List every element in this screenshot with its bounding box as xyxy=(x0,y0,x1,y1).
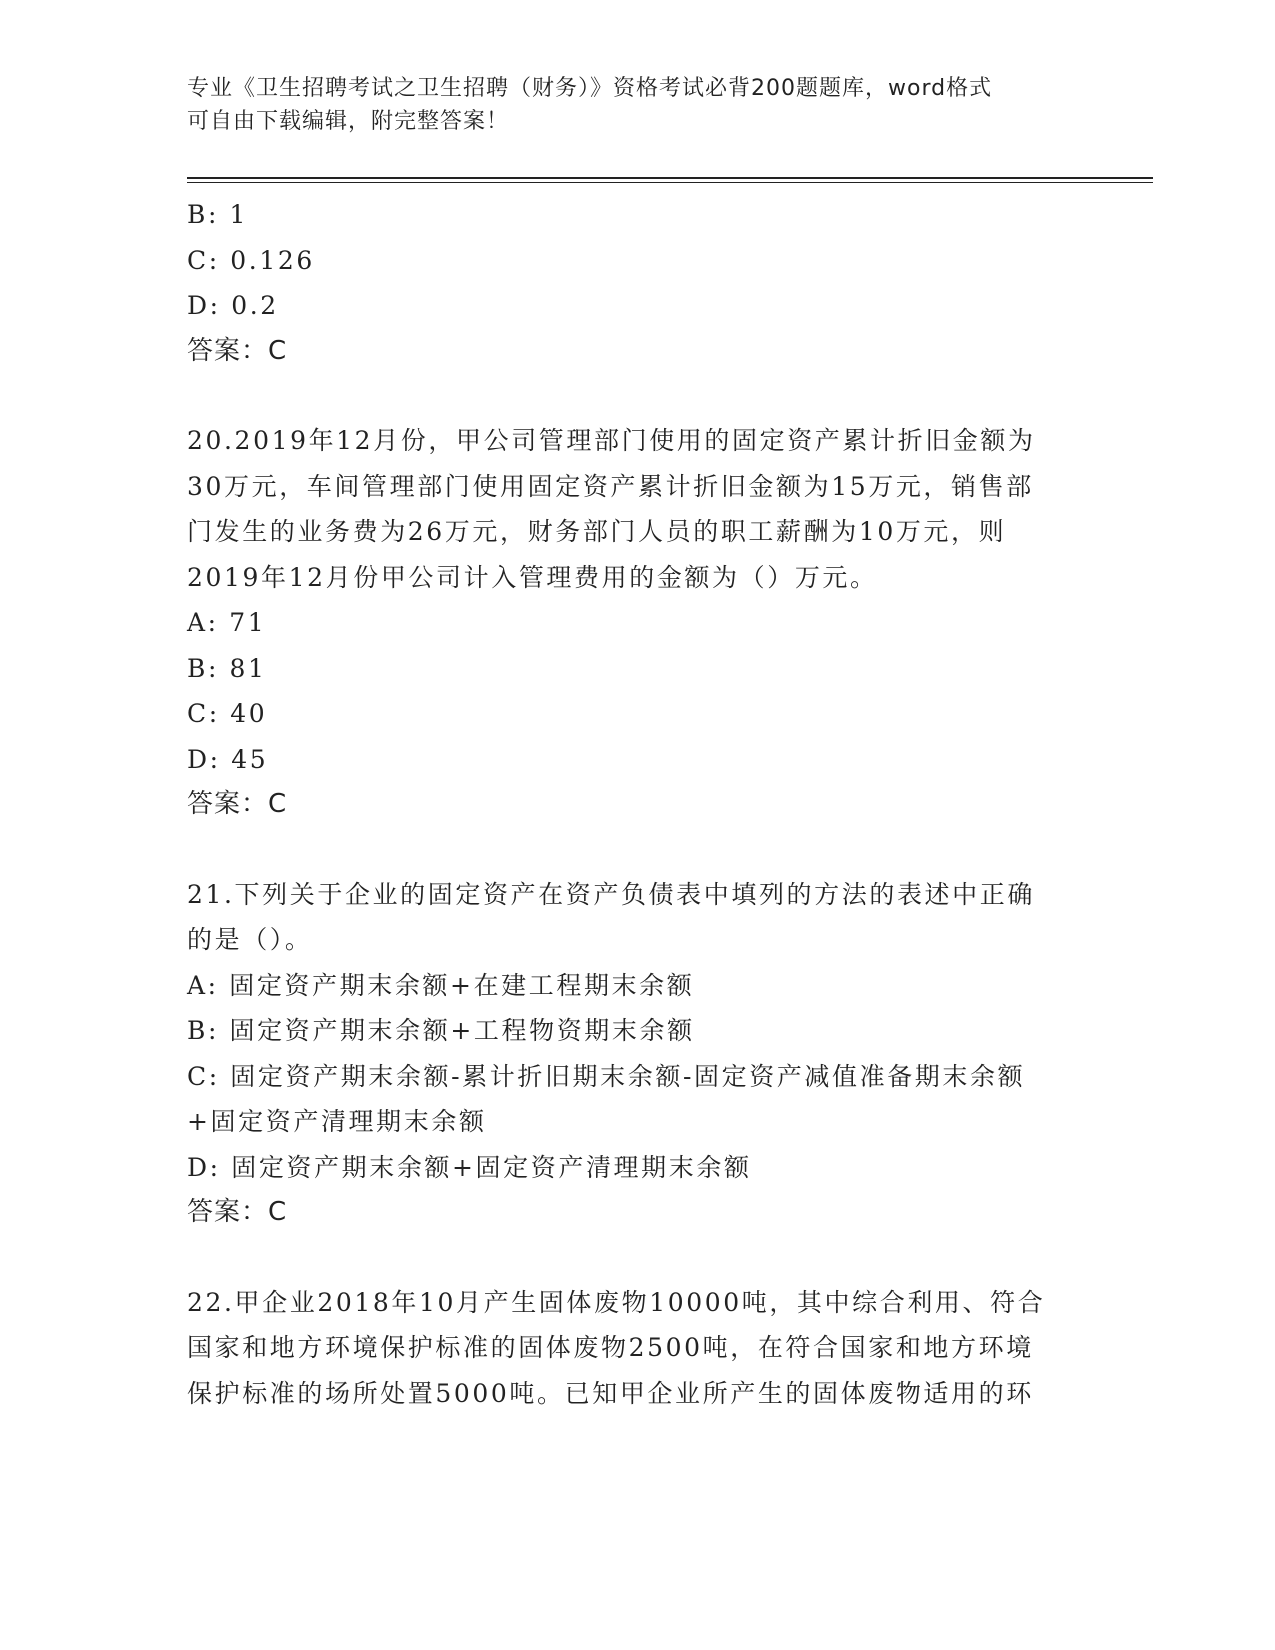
option-b: B: 81 xyxy=(187,653,267,683)
question-stem-line: 22.甲企业2018年10月产生固体废物10000吨，其中综合利用、符合 xyxy=(187,1287,1046,1317)
option-c: C: 40 xyxy=(187,699,268,728)
header-line-2: 可自由下载编辑，附完整答案！ xyxy=(187,109,510,134)
option-a: A: 固定资产期末余额+在建工程期末余额 xyxy=(187,970,695,1000)
question-stem-line: 21.下列关于企业的固定资产在资产负债表中填列的方法的表述中正确 xyxy=(187,879,1035,909)
answer-line: 答案：C xyxy=(187,789,288,819)
option-c: C: 固定资产期末余额-累计折旧期末余额-固定资产减值准备期末余额 xyxy=(187,1061,1026,1091)
question-stem-line: 2019年12月份甲公司计入管理费用的金额为（）万元。 xyxy=(187,562,878,592)
option-b: B: 固定资产期末余额+工程物资期末余额 xyxy=(187,1016,695,1045)
header-rule-thick xyxy=(187,177,1153,179)
question-stem-line: 国家和地方环境保护标准的固体废物2500吨，在符合国家和地方环境 xyxy=(187,1333,1034,1362)
document-body xyxy=(187,192,1087,1416)
answer-line: 答案：C xyxy=(187,1197,288,1227)
header-line-1: 专业《卫生招聘考试之卫生招聘（财务）》资格考试必背200题题库，word格式 xyxy=(187,76,993,101)
question-stem-line: 30万元，车间管理部门使用固定资产累计折旧金额为15万元，销售部 xyxy=(187,471,1034,501)
answer-line: 答案：C xyxy=(187,335,288,366)
question-stem-line: 保护标准的场所处置5000吨。已知甲企业所产生的固体废物适用的环 xyxy=(187,1378,1034,1408)
question-stem-line: 门发生的业务费为26万元，财务部门人员的职工薪酬为10万元，则 xyxy=(187,517,1007,546)
question-22 xyxy=(187,1280,1087,1417)
option-c: C: 0.126 xyxy=(187,245,315,275)
question-20 xyxy=(187,418,1087,828)
question-21 xyxy=(187,872,1087,1236)
header-rule-thin xyxy=(187,182,1153,183)
document-header xyxy=(187,72,1067,138)
option-d: D: 固定资产期末余额+固定资产清理期末余额 xyxy=(187,1152,752,1182)
option-d: D: 45 xyxy=(187,744,269,774)
option-c-continued: +固定资产清理期末余额 xyxy=(187,1107,487,1136)
option-b: B: 1 xyxy=(187,200,249,229)
question-stem-line: 的是（）。 xyxy=(187,925,313,954)
question-stem-line: 20.2019年12月份，甲公司管理部门使用的固定资产累计折旧金额为 xyxy=(187,426,1036,455)
prev-question-block xyxy=(187,192,1087,374)
option-a: A: 71 xyxy=(187,608,267,637)
option-d: D: 0.2 xyxy=(187,291,279,320)
